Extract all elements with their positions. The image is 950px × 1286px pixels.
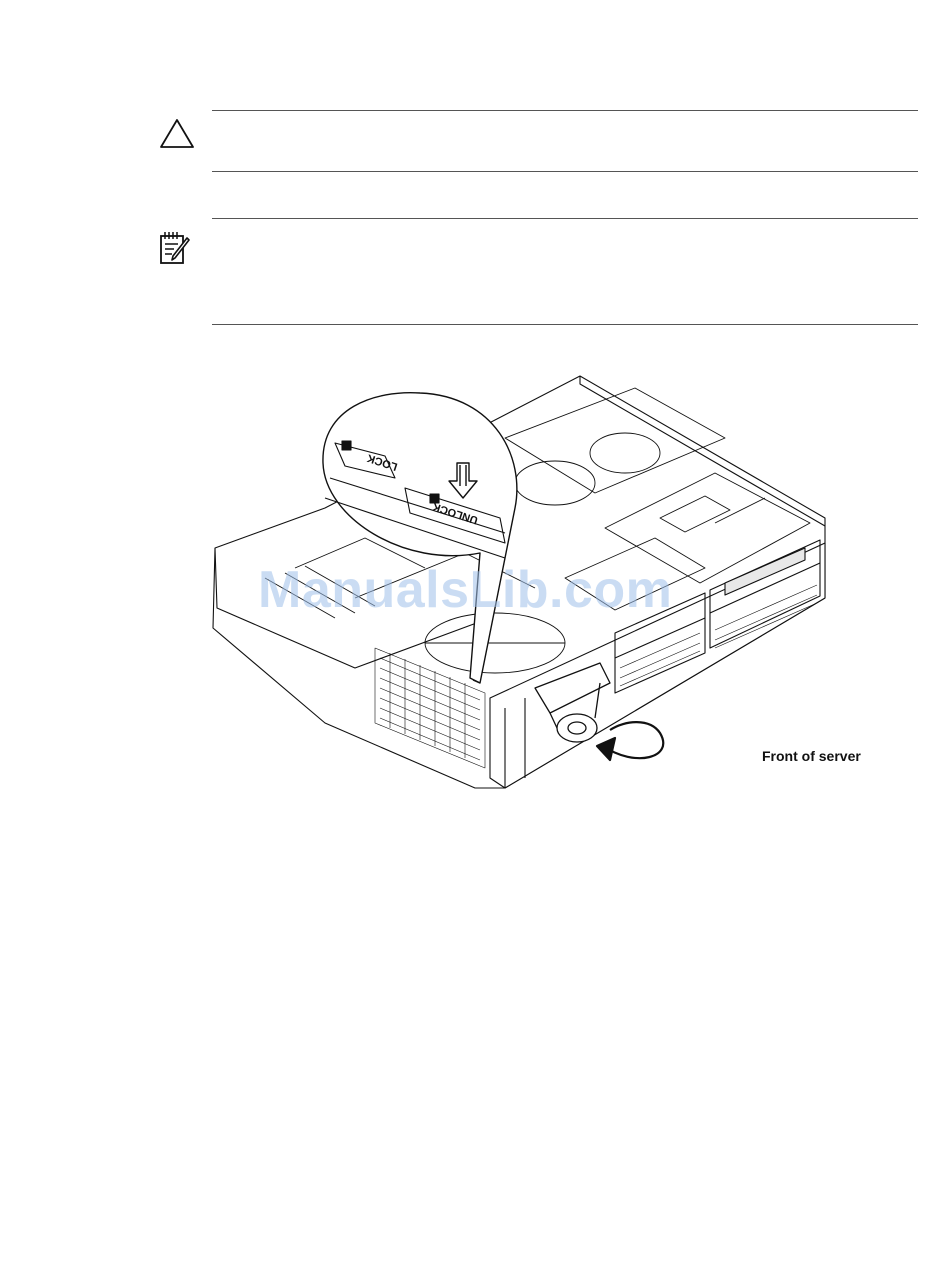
note-bottom-rule [212, 324, 918, 325]
watermark-text: ManualsLib.com [258, 561, 673, 619]
lock-label: LOCK [365, 451, 400, 473]
unlock-label: UNLOCK [431, 500, 480, 527]
front-of-server-label: Front of server [762, 748, 861, 764]
caution-triangle-icon [160, 118, 196, 155]
caution-bottom-rule [212, 171, 918, 172]
note-pad-icon [159, 230, 193, 271]
note-top-rule [212, 218, 918, 219]
caution-top-rule [212, 110, 918, 111]
